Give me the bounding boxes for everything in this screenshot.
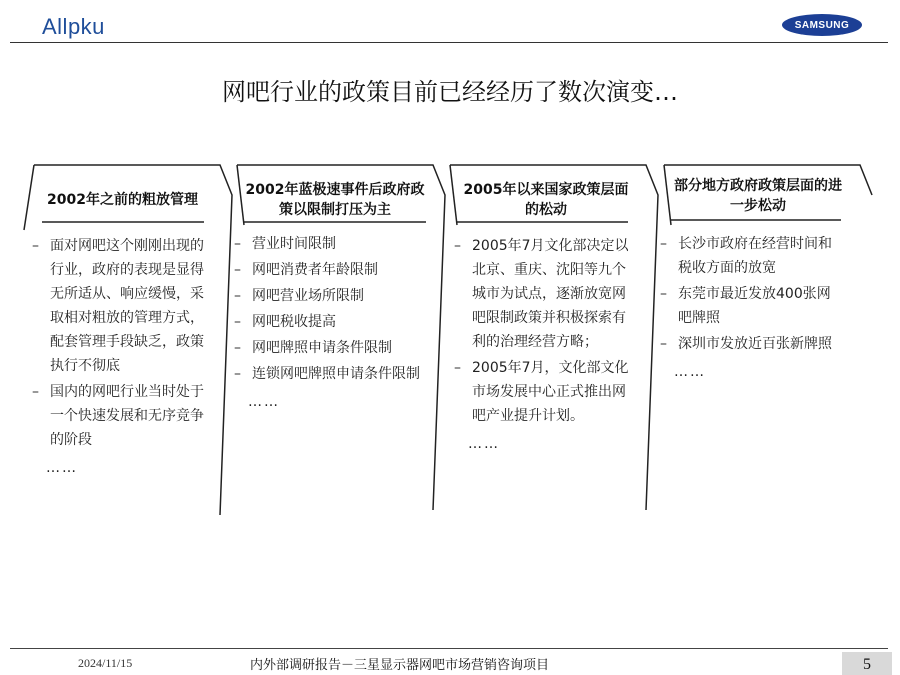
footer-date: 2024/11/15 (78, 656, 133, 670)
list-item: – 国内的网吧行业当时处于一个快速发展和无序竞争的阶段 (30, 380, 210, 452)
list-item: – 网吧消费者年龄限制 (232, 258, 420, 282)
column-2-header: 2002年蓝极速事件后政府政策以限制打压为主 (245, 182, 425, 218)
list-item: – 网吧牌照申请条件限制 (232, 336, 420, 360)
footer-divider (10, 648, 888, 649)
ellipsis: …… (248, 394, 280, 410)
column-4-body (658, 232, 838, 384)
column-1-body (30, 234, 210, 480)
column-3-body (452, 234, 632, 456)
samsung-logo: SAMSUNG (782, 14, 862, 36)
ellipsis: …… (468, 436, 500, 452)
list-item: – 东莞市最近发放400张网吧牌照 (658, 282, 838, 330)
col-3-left-edge (450, 165, 457, 225)
ellipsis: …… (674, 364, 706, 380)
list-item: – 长沙市政府在经营时间和税收方面的放宽 (658, 232, 838, 280)
list-item: – 2005年7月文化部决定以北京、重庆、沈阳等九个城市为试点，逐渐放宽网吧限制政策并积极探索有利的治理经营方略； (452, 234, 632, 354)
page-number: 5 (842, 652, 892, 675)
footer-title: 内外部调研报告－三星显示器网吧市场营销咨询项目 (250, 658, 550, 673)
ellipsis: …… (46, 460, 78, 476)
list-item: – 网吧营业场所限制 (232, 284, 420, 308)
column-1-header: 2002年之前的粗放管理 (47, 192, 198, 208)
list-item: – 面对网吧这个刚刚出现的行业，政府的表现是显得无所适从、响应缓慢，采取相对粗放的管理方式，配套管理手段缺乏，政策执行不彻底 (30, 234, 210, 378)
list-item: – 营业时间限制 (232, 232, 420, 256)
list-item: – 网吧税收提高 (232, 310, 420, 334)
column-2-body (232, 232, 420, 414)
column-3-header: 2005年以来国家政策层面的松动 (463, 182, 629, 218)
list-item: – 连锁网吧牌照申请条件限制 (232, 362, 420, 386)
list-item: – 深圳市发放近百张新牌照 (658, 332, 838, 356)
column-4-header: 部分地方政府政策层面的进一步松动 (674, 178, 842, 214)
allpku-logo: Allpku (42, 14, 105, 39)
page-title: 网吧行业的政策目前已经经历了数次演变… (222, 78, 678, 106)
list-item: – 2005年7月，文化部文化市场发展中心正式推出网吧产业提升计划。 (452, 356, 632, 428)
